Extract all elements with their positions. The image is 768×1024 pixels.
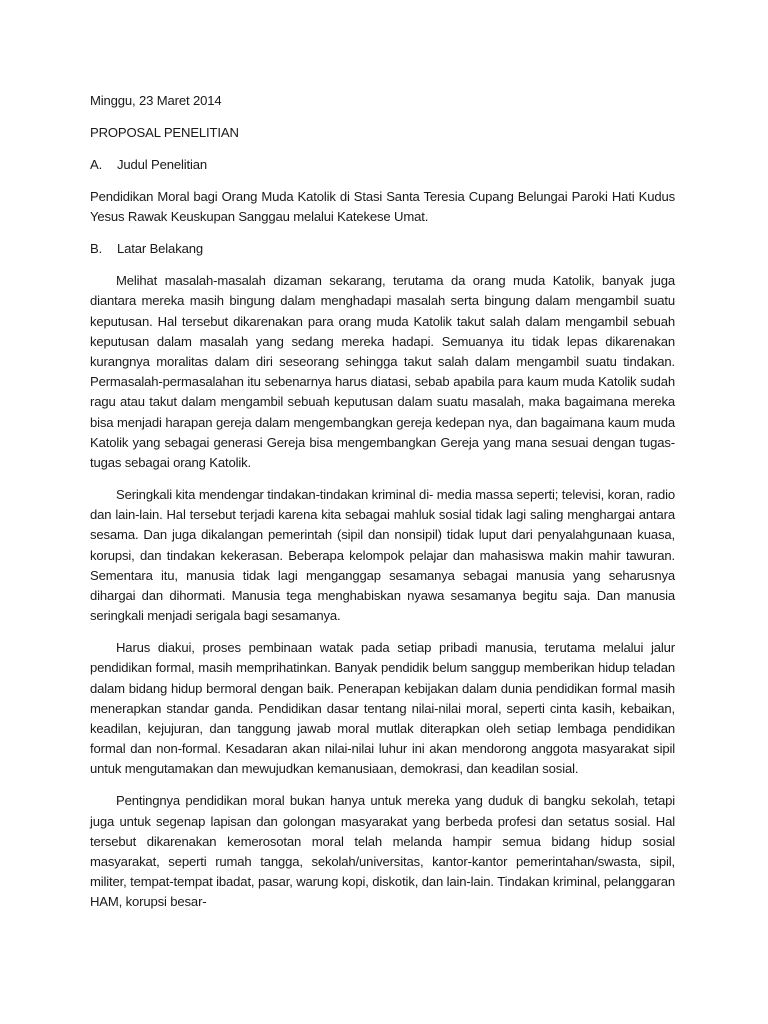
research-title-paragraph: Pendidikan Moral bagi Orang Muda Katolik di Stasi Santa Teresia Cupang Belungai Paroki Hati Kudus Yesus Rawak Keuskupan Sanggau melalui Katekese Umat. xyxy=(90,189,675,225)
background-paragraph-2: Seringkali kita mendengar tindakan-tindakan kriminal di- media massa seperti; televisi, koran, radio dan lain-lain. Hal tersebut terjadi karena kita sebagai mahluk sosial tidak lagi saling menghargai antara sesama. Dan juga dikalangan pemerintah (sipil dan nonsipil) tidak luput dari penyalahgunaan kuasa, korupsi, dan tindakan kekerasan. Beberapa kelompok pelajar dan mahasiswa makin mahir tawuran. Sementara itu, manusia tidak lagi menganggap sesamanya sebagai manusia yang seharusnya dihargai dan dihormati. Manusia tega menghabiskan nyawa sesamanya begitu saja. Dan manusia seringkali menjadi serigala bagi sesamanya. xyxy=(90,487,675,624)
section-title-b: Latar Belakang xyxy=(117,241,203,257)
section-heading-b xyxy=(90,239,675,259)
document-date: Minggu, 23 Maret 2014 xyxy=(90,93,222,108)
section-marker-b: B. xyxy=(90,241,103,257)
document-title: PROPOSAL PENELITIAN xyxy=(90,125,239,140)
section-title-a: Judul Penelitian xyxy=(117,157,208,172)
background-paragraph-4: Pentingnya pendidikan moral bukan hanya untuk mereka yang duduk di bangku sekolah, tetapi juga untuk segenap lapisan dan golongan masyarakat yang berbeda profesi dan setatus sosial. Hal tersebut dikarenakan kemerosotan moral telah melanda hampir semua bidang hidup sosial masyarakat, seperti rumah tangga, sekolah/universitas, kantor-kantor pemerintahan/swasta, sipil, militer, tempat-tempat ibadat, pasar, warung kopi, diskotik, dan lain-lain. Tindakan kriminal, pelanggaran HAM, korupsi besar- xyxy=(90,793,675,910)
background-paragraph-1: Melihat masalah-masalah dizaman sekarang, terutama da orang muda Katolik, banyak juga diantara mereka masih bingung dalam menghadapi masalah serta bingung dalam mengambil suatu keputusan. Hal tersebut dikarenakan para orang muda Katolik takut salah dalam mengambil sebuah keputusan dalam masalah yang sedang mereka hadapi. Semuanya itu tidak lepas dikarenakan kurangnya moralitas dalam diri seseorang sehingga takut salah dalam mengambil suatu tindakan. Permasalah-permasalahan itu sebenarnya harus diatasi, sebab apabila para kaum muda Katolik sudah ragu atau takut dalam mengambil sebuah keputusan dalam suatu masalah, maka bagaimana mereka bisa menjadi harapan gereja dalam mengembangkan gereja kedepan nya, dan bagaimana kaum muda Katolik yang sebagai generasi Gereja bisa mengembangkan Gereja yang mana sesuai dengan tugas-tugas sebagai orang Katolik. xyxy=(90,273,675,471)
section-marker-a: A. xyxy=(90,157,103,172)
document-content xyxy=(90,91,675,913)
section-heading-a xyxy=(90,155,675,175)
background-paragraph-3: Harus diakui, proses pembinaan watak pada setiap pribadi manusia, terutama melalui jalur pendidikan formal, masih memprihatinkan. Banyak pendidik belum sanggup memberikan hidup teladan dalam bidang hidup bermoral dengan baik. Penerapan kebijakan dalam dunia pendidikan formal masih menerapkan standar ganda. Pendidikan dasar tentang nilai-nilai moral, seperti cinta kasih, kebaikan, keadilan, kejujuran, dan tanggung jawab moral mutlak diterapkan oleh setiap lembaga pendidikan formal dan non-formal. Kesadaran akan nilai-nilai luhur ini akan mendorong anggota masyarakat sipil untuk mengutamakan dan mewujudkan kemanusiaan, demokrasi, dan keadilan sosial. xyxy=(90,640,675,777)
